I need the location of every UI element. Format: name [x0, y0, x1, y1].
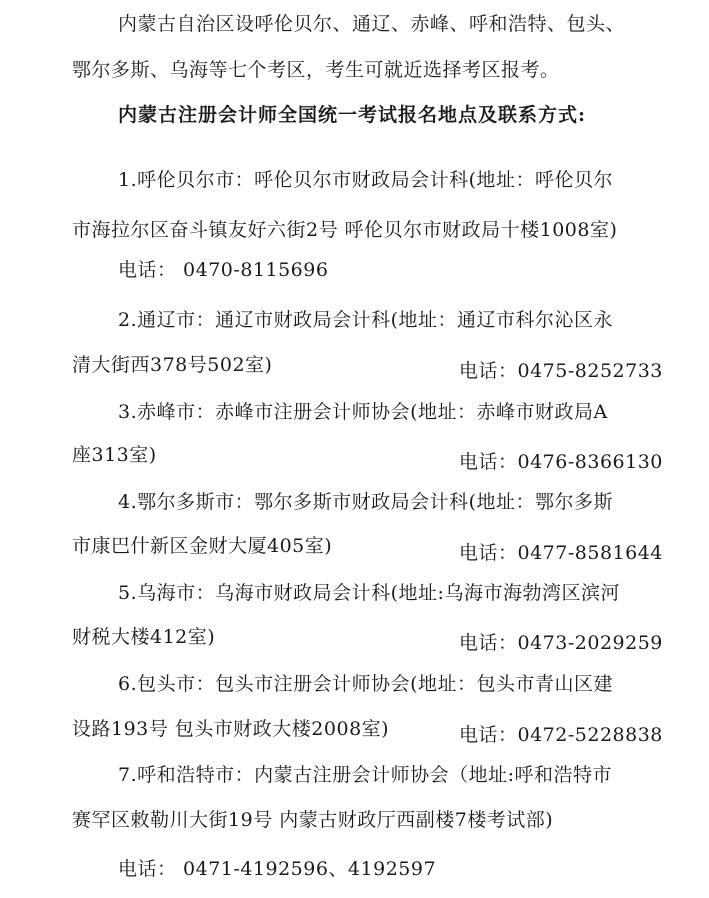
entry-5-phone: 电话：0473-2029259	[459, 632, 663, 654]
entry-6-phone: 电话：0472-5228838	[459, 724, 663, 746]
entry-4-line-1: 4.鄂尔多斯市：鄂尔多斯市财政局会计科(地址：鄂尔多斯	[118, 491, 614, 513]
entry-1-line-1: 1.呼伦贝尔市：呼伦贝尔市财政局会计科(地址：呼伦贝尔	[118, 169, 614, 191]
entry-7-line-2: 赛罕区敕勒川大街19号 内蒙古财政厅西副楼7楼考试部)	[72, 809, 554, 831]
entry-6-line-2: 设路193号 包头市财政大楼2008室)	[72, 718, 390, 740]
intro-line-1: 内蒙古自治区设呼伦贝尔、通辽、赤峰、呼和浩特、包头、	[118, 13, 626, 35]
entry-2-phone: 电话：0475-8252733	[459, 360, 663, 382]
entry-6-line-1: 6.包头市：包头市注册会计师协会(地址：包头市青山区建	[118, 673, 614, 695]
entry-2-line-2: 清大街西378号502室)	[72, 354, 273, 376]
entry-2-line-1: 2.通辽市：通辽市财政局会计科(地址：通辽市科尔沁区永	[118, 309, 614, 331]
entry-5-line-1: 5.乌海市：乌海市财政局会计科(地址:乌海市海勃湾区滨河	[118, 582, 620, 604]
entry-3-line-1: 3.赤峰市：赤峰市注册会计师协会(地址：赤峰市财政局A	[118, 401, 608, 423]
entry-5-line-2: 财税大楼412室)	[72, 626, 216, 648]
entry-3-line-2: 座313室)	[72, 444, 157, 466]
entry-1-line-2: 市海拉尔区奋斗镇友好六街2号 呼伦贝尔市财政局十楼1008室)	[72, 219, 618, 241]
section-heading: 内蒙古注册会计师全国统一考试报名地点及联系方式:	[118, 104, 587, 126]
entry-7-line-1: 7.呼和浩特市：内蒙古注册会计师协会（地址:呼和浩特市	[118, 764, 613, 786]
entry-4-phone: 电话：0477-8581644	[459, 542, 663, 564]
entry-7-phone: 电话： 0471-4192596、4192597	[118, 858, 437, 880]
intro-line-2: 鄂尔多斯、乌海等七个考区，考生可就近选择考区报考。	[72, 59, 560, 81]
entry-4-line-2: 市康巴什新区金财大厦405室)	[72, 535, 333, 557]
entry-3-phone: 电话：0476-8366130	[459, 451, 663, 473]
entry-1-phone: 电话： 0470-8115696	[118, 259, 329, 281]
